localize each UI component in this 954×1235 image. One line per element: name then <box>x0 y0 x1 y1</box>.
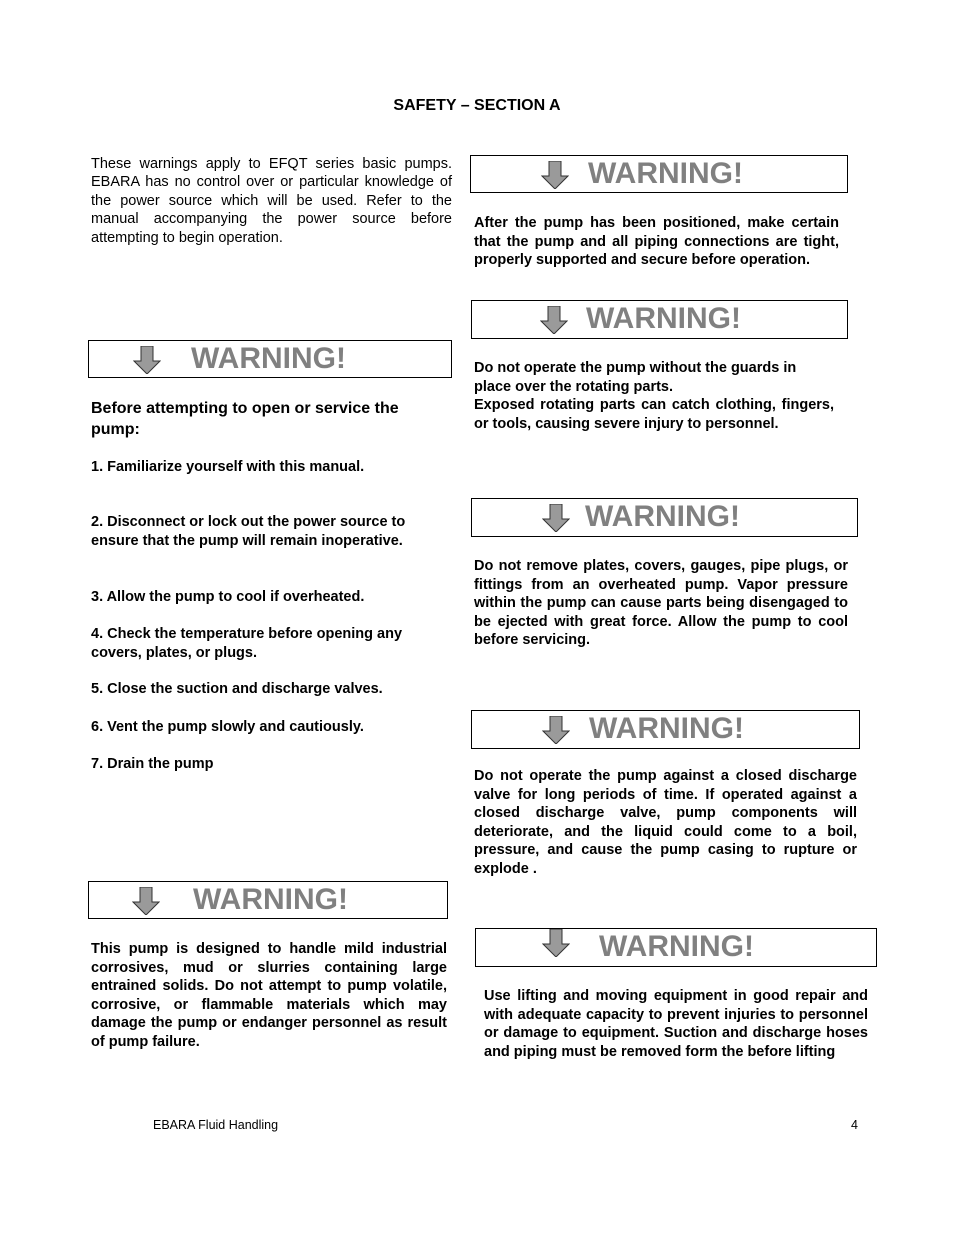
warning-label: WARNING! <box>193 883 348 916</box>
warning-text-closed-valve: Do not operate the pump against a closed discharge valve for long periods of time. If operated against a closed discharge valve, pump components will deteriorate, and the liquid could come to a boil, pressure, and cause the pump casing to rupture or explode . <box>474 768 857 877</box>
down-arrow-icon <box>133 346 161 374</box>
warning-box-materials <box>88 881 448 919</box>
warning-label: WARNING! <box>586 302 741 335</box>
service-step: 4. Check the temperature before opening any covers, plates, or plugs. <box>91 626 403 661</box>
service-step: 2. Disconnect or lock out the power source to ensure that the pump will remain inoperative. <box>91 514 406 549</box>
page-number: 4 <box>851 1118 858 1132</box>
down-arrow-icon <box>132 887 160 915</box>
rotating-parts-sentence: Exposed rotating parts can catch clothing, fingers, or tools, causing severe injury to personnel. <box>474 397 834 432</box>
down-arrow-icon <box>542 504 570 532</box>
warning-text-overheated: Do not remove plates, covers, gauges, pipe plugs, or fittings from an overheated pump. Vapor pressure within the pump can cause parts being disengaged to be ejected with great force. Allow the pump to cool before servicing. <box>474 558 848 649</box>
service-step: 6. Vent the pump slowly and cautiously. <box>91 719 364 735</box>
warning-label: WARNING! <box>588 157 743 190</box>
service-step: 7. Drain the pump <box>91 756 214 772</box>
service-step: 1. Familiarize yourself with this manual. <box>91 459 365 475</box>
down-arrow-icon <box>541 161 569 189</box>
down-arrow-icon <box>542 929 570 957</box>
warning-label: WARNING! <box>191 342 346 375</box>
page-title: SAFETY – SECTION A <box>393 97 561 114</box>
down-arrow-icon <box>540 306 568 334</box>
warning-label: WARNING! <box>585 500 740 533</box>
warning-text-guards <box>474 359 834 433</box>
warning-box-positioning <box>470 155 848 193</box>
warning-text-positioning: After the pump has been positioned, make certain that the pump and all piping connections are tight, properly supported and secure before operation. <box>474 215 839 269</box>
intro-paragraph: These warnings apply to EFQT series basic pumps. EBARA has no control over or particular knowledge of the power source which will be used. Refer to the manual accompanying the power source before attempting to begin operation. <box>91 156 452 246</box>
warning-label: WARNING! <box>589 712 744 745</box>
warning-box-overheated <box>471 498 858 537</box>
guards-sentence: Do not operate the pump without the guards in place over the rotating parts. <box>474 360 797 395</box>
service-heading: Before attempting to open or service the pump: <box>91 400 399 438</box>
service-step: 3. Allow the pump to cool if overheated. <box>91 589 365 605</box>
warning-text-lifting: Use lifting and moving equipment in good repair and with adequate capacity to prevent injuries to personnel or damage to equipment. Suction and discharge hoses and piping must be removed form the before lifting <box>484 988 868 1060</box>
down-arrow-icon <box>542 716 570 744</box>
warning-box-lifting <box>475 928 877 967</box>
warning-box-closed-valve <box>471 710 860 749</box>
warning-label: WARNING! <box>599 930 754 963</box>
service-step: 5. Close the suction and discharge valves. <box>91 681 383 697</box>
footer-company: EBARA Fluid Handling <box>153 1118 279 1132</box>
warning-box-service <box>88 340 452 378</box>
warning-box-guards <box>471 300 848 339</box>
warning-text-materials: This pump is designed to handle mild industrial corrosives, mud or slurries containing large entrained solids. Do not attempt to pump volatile, corrosive, or flammable materials which may damage the pump or endanger personnel as result of pump failure. <box>91 941 447 1050</box>
